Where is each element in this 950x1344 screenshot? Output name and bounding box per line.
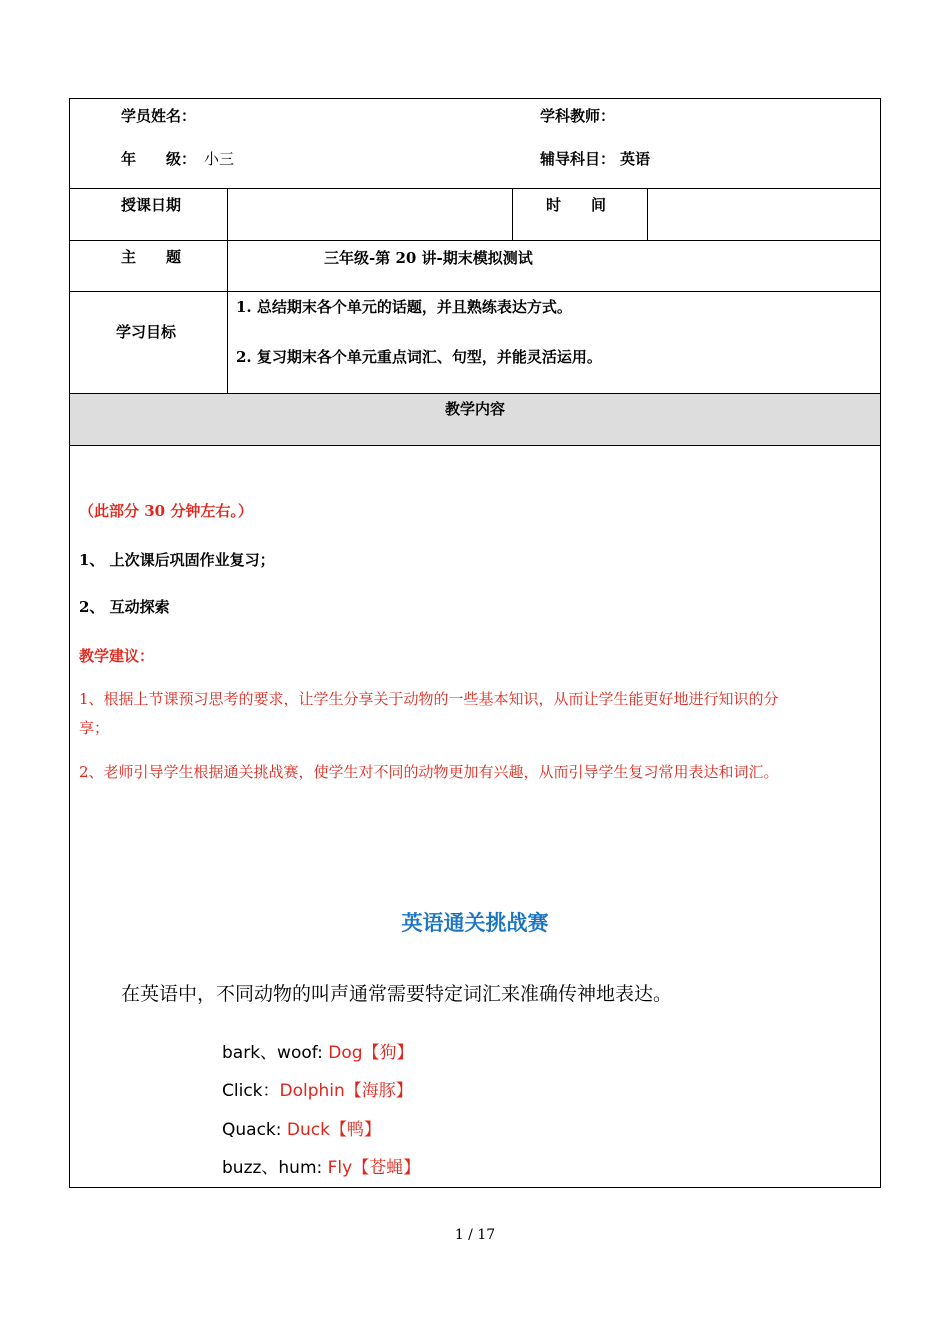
vocab-animal: Dolphin【海豚】 bbox=[279, 1081, 413, 1101]
goals-label: 学习目标 bbox=[116, 323, 177, 341]
row-divider bbox=[70, 188, 880, 189]
vocab-item bbox=[222, 1076, 413, 1101]
advice-1-line-1: 1、根据上节课预习思考的要求，让学生分享关于动物的一些基本知识，从而让学生能更好地进行知识的分 bbox=[79, 690, 779, 708]
grade-label: 年 级： bbox=[121, 150, 197, 168]
grade-value: 小三 bbox=[204, 150, 235, 168]
vocab-sound: bark、woof: bbox=[222, 1043, 329, 1063]
step-2: 2、 互动探索 bbox=[79, 598, 170, 616]
vocab-animal: Duck【鸭】 bbox=[286, 1120, 381, 1140]
duration-note: （此部分 30 分钟左右。） bbox=[79, 502, 253, 520]
date-label: 授课日期 bbox=[121, 196, 182, 214]
row-divider bbox=[70, 240, 880, 241]
subject-value: 英语 bbox=[620, 150, 651, 168]
column-divider bbox=[227, 188, 228, 393]
topic-value: 三年级-第 20 讲-期末模拟测试 bbox=[324, 249, 533, 267]
page-number: 1 / 17 bbox=[454, 1227, 496, 1243]
goal-item: 2. 复习期末各个单元重点词汇、句型，并能灵活运用。 bbox=[236, 348, 602, 366]
game-title: 英语通关挑战赛 bbox=[401, 911, 549, 935]
time-label: 时 间 bbox=[546, 196, 607, 214]
vocab-sound: buzz、hum: bbox=[222, 1158, 328, 1178]
advice-1-line-2: 享； bbox=[79, 719, 110, 737]
topic-label: 主 题 bbox=[121, 248, 182, 266]
section-header: 教学内容 bbox=[444, 400, 505, 418]
row-divider bbox=[70, 445, 880, 446]
column-divider bbox=[512, 188, 513, 240]
vocab-sound: Quack: bbox=[222, 1120, 287, 1140]
vocab-item bbox=[222, 1115, 381, 1140]
vocab-animal: Fly【苍蝇】 bbox=[327, 1158, 421, 1178]
row-divider bbox=[70, 393, 880, 394]
vocab-item bbox=[222, 1038, 414, 1063]
column-divider bbox=[647, 188, 648, 240]
step-1: 1、 上次课后巩固作业复习； bbox=[79, 551, 275, 569]
advice-label: 教学建议： bbox=[79, 647, 155, 665]
vocab-sound: Click： bbox=[222, 1081, 280, 1101]
advice-2: 2、老师引导学生根据通关挑战赛，使学生对不同的动物更加有兴趣，从而引导学生复习常用表达和词汇。 bbox=[79, 763, 779, 781]
subject-label: 辅导科目： bbox=[540, 150, 616, 168]
teacher-label: 学科教师： bbox=[540, 107, 616, 125]
lesson-plan-sheet bbox=[69, 98, 881, 1188]
student-name-label: 学员姓名： bbox=[121, 107, 197, 125]
vocab-animal: Dog【狗】 bbox=[328, 1043, 414, 1063]
intro-text: 在英语中，不同动物的叫声通常需要特定词汇来准确传神地表达。 bbox=[121, 983, 673, 1005]
row-divider bbox=[70, 291, 880, 292]
goal-item: 1. 总结期末各个单元的话题，并且熟练表达方式。 bbox=[236, 298, 572, 316]
vocab-item bbox=[222, 1153, 420, 1178]
